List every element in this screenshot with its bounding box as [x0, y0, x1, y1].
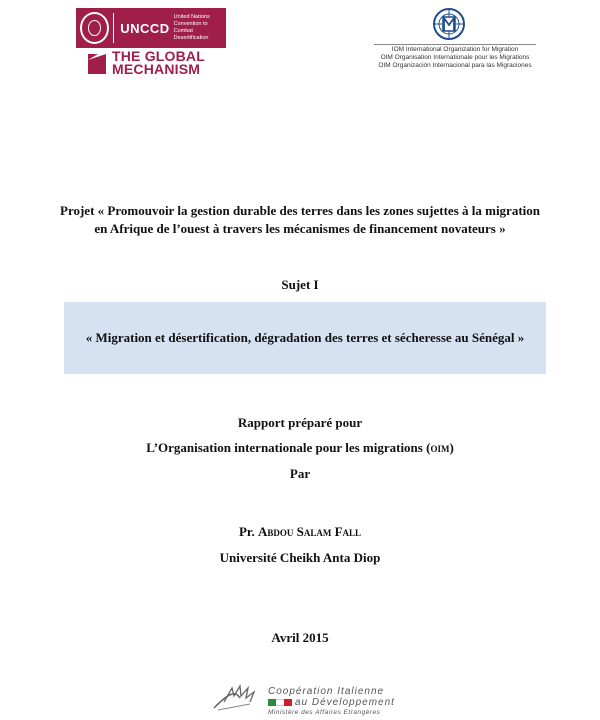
iom-emblem-icon [432, 7, 466, 41]
organisation-acronym: oim [430, 440, 450, 455]
organisation-line [0, 440, 600, 456]
project-title [30, 202, 570, 238]
subject-title: « Migration et désertification, dégradation des terres et sécheresse au Sénégal » [85, 330, 525, 345]
cooperation-dove-icon [210, 682, 266, 712]
university: Université Cheikh Anta Diop [219, 550, 381, 565]
project-title-line1: Projet « Promouvoir la gestion durable des terres dans les zones sujettes à la migration [60, 203, 540, 218]
global-mechanism-mark-icon [88, 54, 106, 74]
project-title-line2: en Afrique de l’ouest à travers les mécanismes de financement novateurs » [94, 221, 506, 236]
unccd-subtitle: United Nations Convention to Combat Desertification [173, 14, 210, 41]
iom-divider [374, 44, 536, 45]
italian-flag-icon [268, 699, 292, 706]
un-emblem-icon [80, 12, 109, 44]
report-prepared-for: Rapport préparé pour [237, 415, 363, 430]
report-date: Avril 2015 [271, 630, 329, 645]
author-line [0, 524, 600, 540]
unccd-acronym: UNCCD [120, 20, 170, 36]
author-title: Pr. [238, 524, 258, 539]
cooperation-line1: Coopération Italienne [268, 686, 385, 697]
iom-line1: IOM International Organization for Migration [391, 46, 519, 53]
unccd-logo [76, 8, 226, 48]
logo-divider [113, 13, 114, 43]
cooperation-line2-row [268, 697, 395, 708]
iom-line2: OIM Organisation Internationale pour les Migrations [380, 54, 530, 61]
subject-title-band [64, 302, 546, 374]
author-name: Abdou Salam Fall [257, 524, 362, 539]
organisation-close: ) [449, 440, 454, 455]
cooperation-line2: au Développement [295, 697, 395, 708]
cooperation-line3: Ministère des Affaires Etrangères [268, 709, 381, 716]
by-label: Par [289, 466, 311, 481]
cooperation-logo-text [268, 686, 395, 717]
global-mechanism-line1: THE GLOBAL [112, 48, 205, 64]
iom-line3: OIM Organización Internacional para las Migraciones [378, 62, 532, 69]
organisation-name: L’Organisation internationale pour les migrations ( [146, 440, 431, 455]
iom-logo-text [360, 46, 550, 70]
global-mechanism-line2: MECHANISM [112, 61, 201, 77]
global-mechanism-logo-text [112, 50, 205, 76]
subject-label: Sujet I [281, 277, 319, 292]
